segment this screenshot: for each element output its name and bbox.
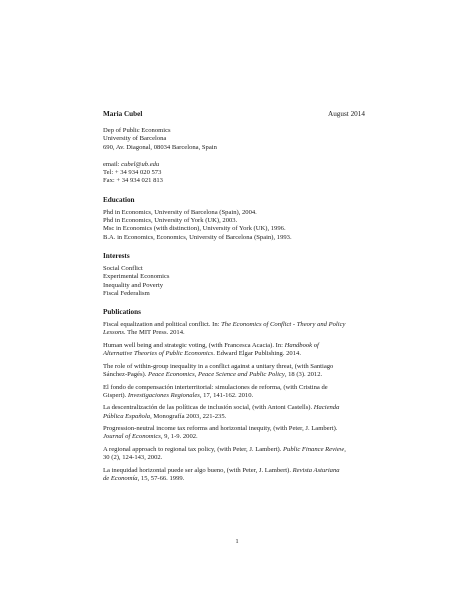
education-item: B.A. in Economics, Economics, University of Barcelona (Spain), 1993. bbox=[103, 233, 292, 241]
education-item: Phd in Economics, University of York (UK), 2003. bbox=[103, 217, 238, 225]
email-label: email: bbox=[103, 160, 120, 168]
tel-label: Tel: bbox=[103, 169, 114, 177]
fax-line bbox=[103, 177, 315, 185]
publication-item bbox=[103, 342, 347, 359]
education-heading: Education bbox=[103, 195, 135, 204]
publication-details: , 17, 141-162. 2010. bbox=[199, 391, 254, 399]
publication-details: . The MIT Press. 2014. bbox=[123, 329, 185, 337]
education-item: Msc in Economics (with distinction), University of York (UK), 1996. bbox=[103, 225, 286, 233]
address-block bbox=[103, 127, 315, 152]
document-date: August 2014 bbox=[328, 110, 365, 118]
publication-item bbox=[103, 446, 347, 463]
publication-details: , 18 (3). 2012. bbox=[284, 371, 323, 379]
publication-details: . Edward Elgar Publishing. 2014. bbox=[213, 350, 301, 358]
publications-list bbox=[103, 321, 346, 483]
address-line: Dep of Public Economics bbox=[103, 127, 171, 134]
interest-item: Fiscal Federalism bbox=[103, 289, 150, 297]
cv-header bbox=[103, 110, 365, 119]
publication-venue: Revista Asturiana de Economía bbox=[103, 466, 340, 482]
publication-venue: Public Finance Review bbox=[283, 445, 345, 453]
email-line bbox=[103, 161, 315, 169]
publication-item bbox=[103, 425, 347, 442]
publication-venue: The Economics of Conflict - Theory and Policy Lessons bbox=[103, 321, 346, 337]
interests-heading: Interests bbox=[103, 251, 130, 260]
publication-text: La inequidad horizontal puede ser algo bueno, (with Peter, J. Lambert). bbox=[103, 466, 293, 474]
tel-line bbox=[103, 169, 315, 177]
author-name: Maria Cubel bbox=[103, 110, 143, 118]
publication-details: , Monografía 2003, 221-235. bbox=[150, 412, 227, 420]
interest-item: Inequality and Poverty bbox=[103, 281, 164, 289]
publication-item bbox=[103, 467, 347, 484]
publication-text: The role of within-group inequality in a conflict against a unitary threat, (with Santiago Sánchez-Pagés). bbox=[103, 362, 334, 379]
publication-venue: Hacienda Pública Española bbox=[103, 404, 340, 420]
publication-venue: Handbook of Alternative Theories of Public Economics bbox=[103, 341, 319, 358]
publication-item bbox=[103, 321, 347, 338]
publication-item bbox=[103, 404, 347, 421]
email-address[interactable]: cubel@ub.edu bbox=[121, 160, 160, 168]
interest-item: Experimental Economics bbox=[103, 273, 170, 281]
page-number: 1 bbox=[235, 538, 239, 545]
cv-page bbox=[103, 110, 365, 487]
publication-venue: Investigaciones Regionales bbox=[127, 391, 200, 399]
fax-number: + 34 934 021 813 bbox=[116, 177, 163, 185]
publication-item bbox=[103, 384, 347, 401]
publication-text: La descentralización de las políticas de inclusión social, (with Antoni Castells). bbox=[103, 404, 314, 412]
publication-venue: Journal of Economics bbox=[103, 433, 161, 441]
publication-item bbox=[103, 363, 347, 380]
address-line: 690, Av. Diagonal, 08034 Barcelona, Spain bbox=[103, 143, 217, 151]
publication-details: , 9, 1-9. 2002. bbox=[160, 433, 198, 441]
publication-details: , 15, 57-66. 1999. bbox=[137, 474, 185, 482]
interests-list bbox=[103, 265, 315, 298]
publication-text: Progression-neutral income tax reforms and horizontal inequity, (with Peter, J. Lambert). bbox=[103, 425, 338, 433]
fax-label: Fax: bbox=[103, 177, 115, 185]
publication-text: Fiscal equalization and political conflict. In: bbox=[103, 321, 222, 329]
publication-details: , 30 (2), 124-143, 2002. bbox=[103, 445, 346, 462]
interest-item: Social Conflict bbox=[103, 264, 143, 272]
publication-text: El fondo de compensación interterritorial: simulaciones de reforma, (with Cristina de Gispert). bbox=[103, 383, 328, 399]
publications-heading: Publications bbox=[103, 308, 141, 317]
education-item: Phd in Economics, University of Barcelona (Spain), 2004. bbox=[103, 208, 257, 216]
publication-venue: Peace Economics, Peace Science and Public Policy bbox=[148, 371, 285, 379]
publication-text: Human well being and strategic voting, (with Francesca Acacia). In: bbox=[103, 341, 285, 349]
education-list bbox=[103, 209, 315, 242]
contact-block bbox=[103, 161, 315, 186]
publication-text: A regional approach to regional tax policy, (with Peter, J. Lambert). bbox=[103, 445, 284, 453]
address-line: University of Barcelona bbox=[103, 135, 167, 143]
tel-number: + 34 934 020 573 bbox=[114, 169, 162, 177]
